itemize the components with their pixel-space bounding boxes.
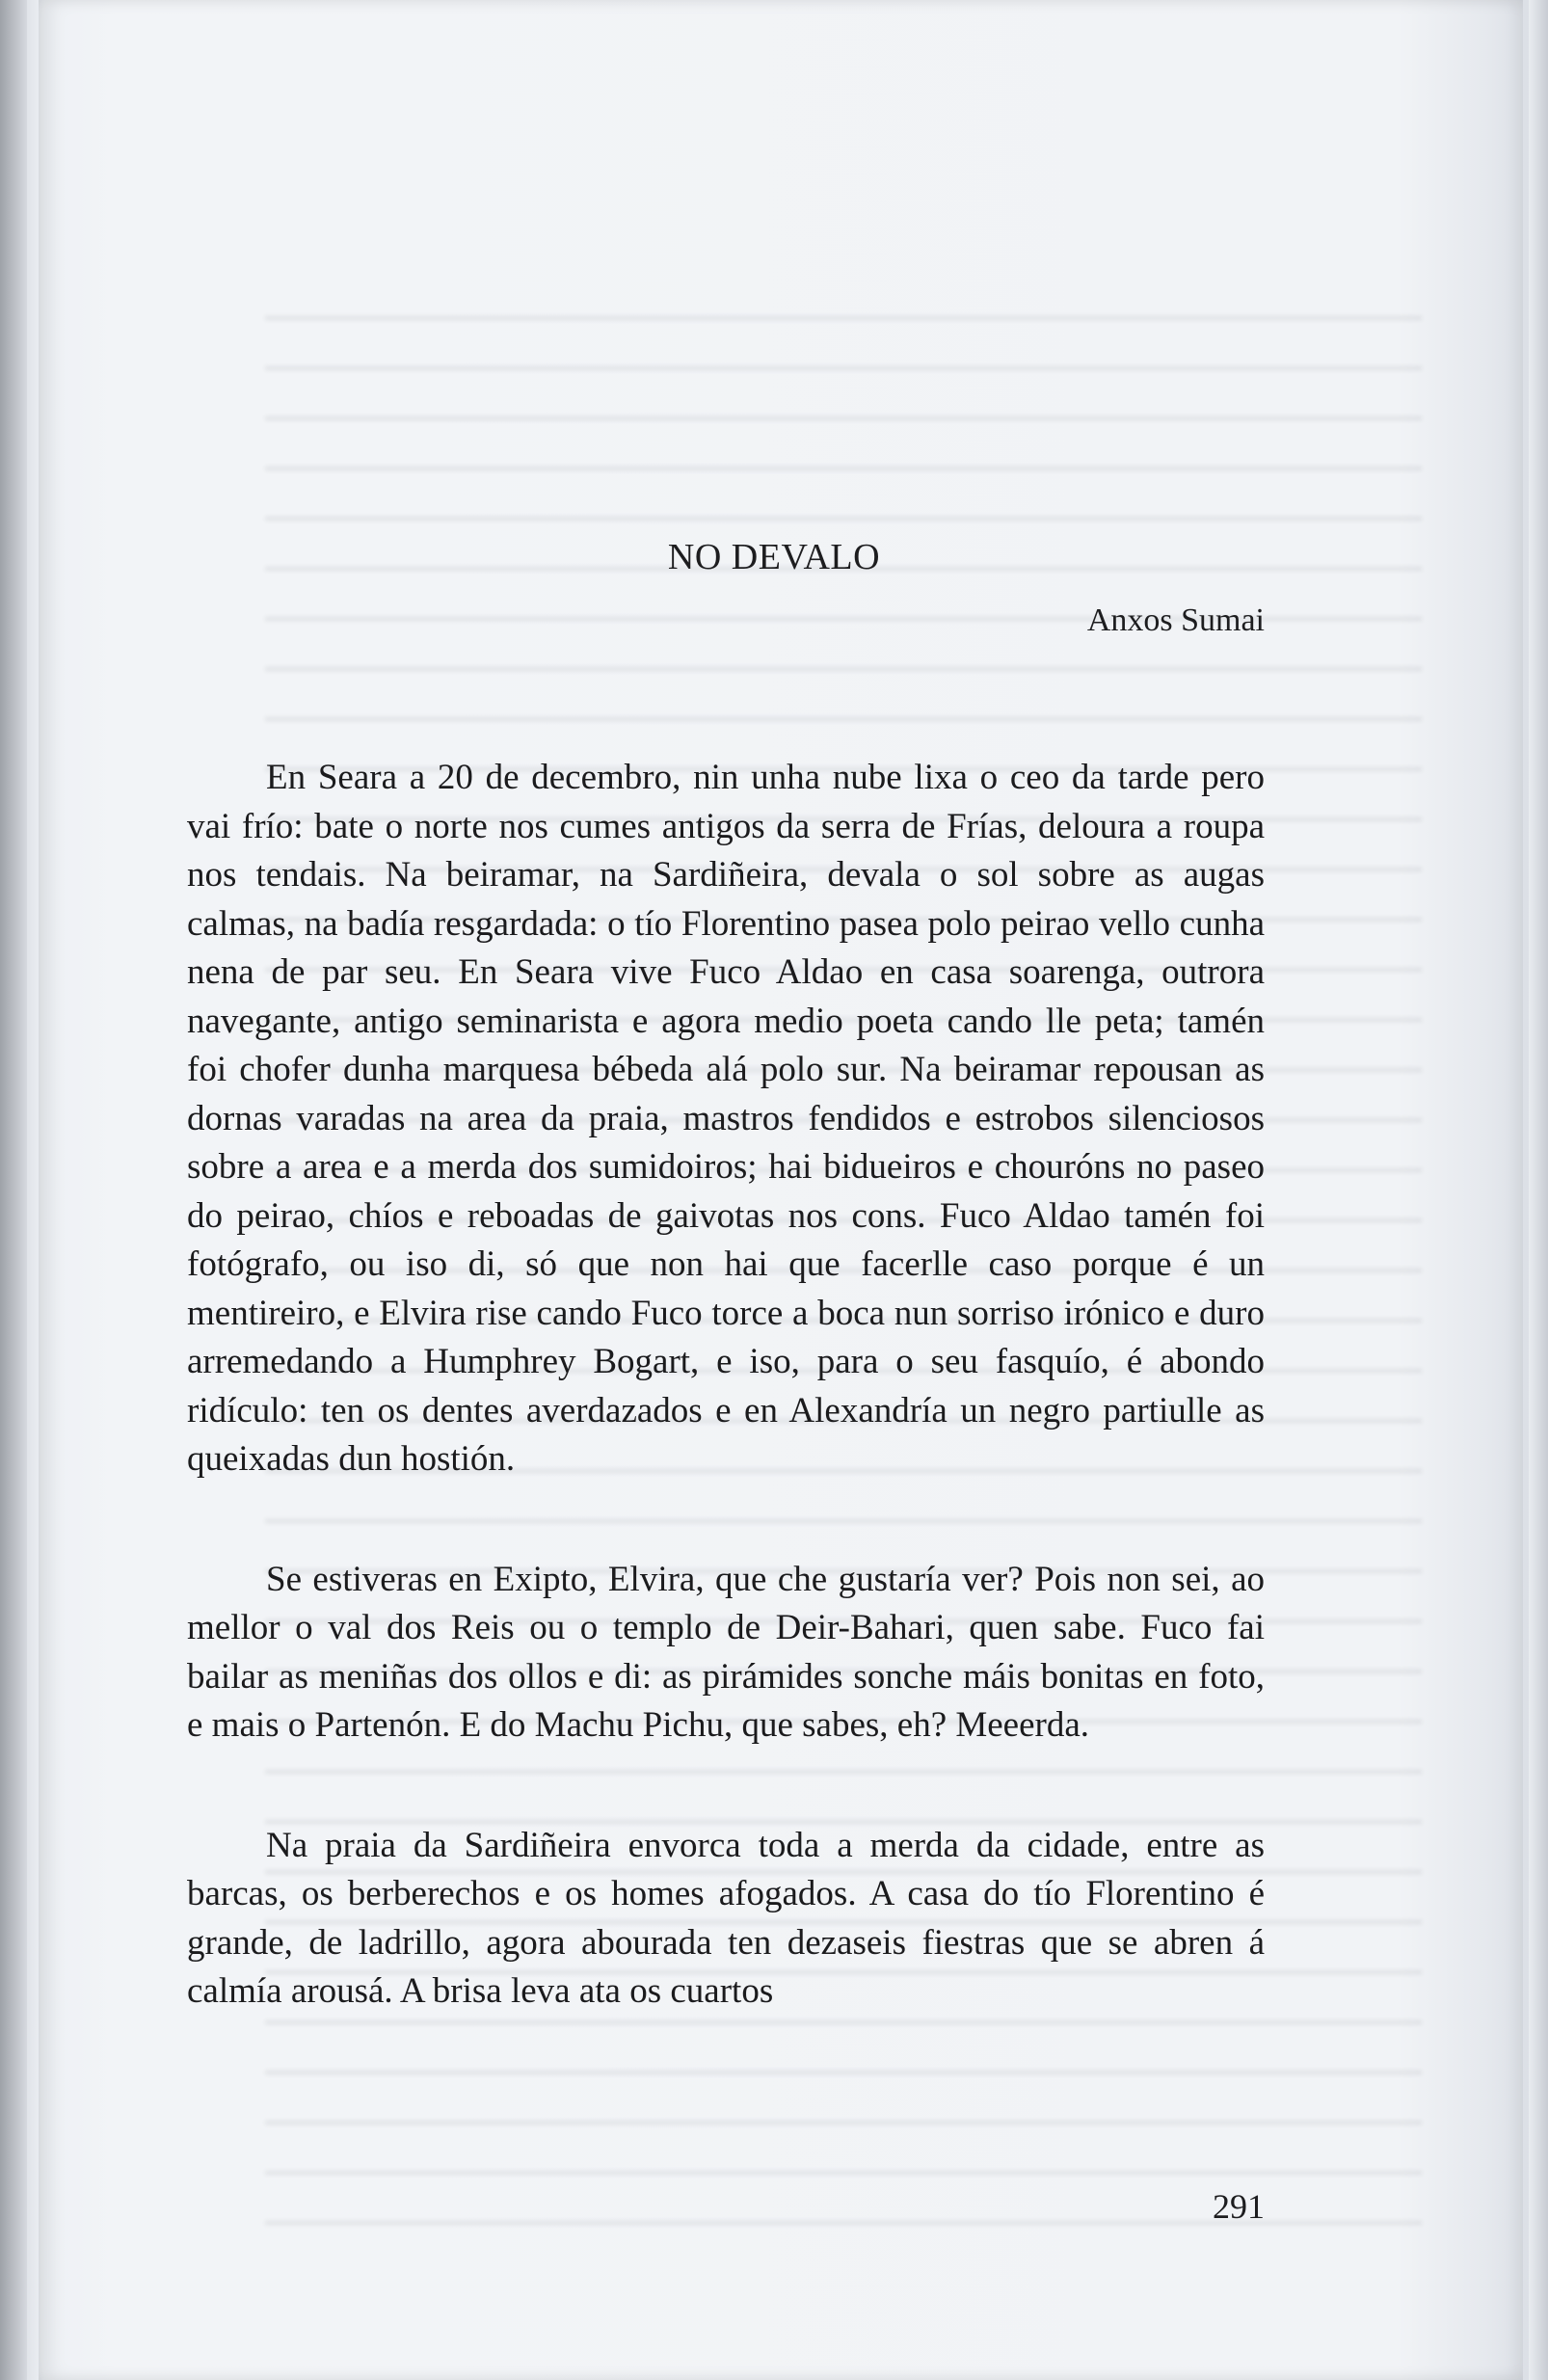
left-binding-shadow [0, 0, 27, 2380]
body-text [187, 754, 1265, 2017]
paragraph-3: Na praia da Sardiñeira envorca toda a merda da cidade, entre as barcas, os berberechos e os homes afogados. A casa do tío Florentino é grande, de ladrillo, agora abourada ten dezaseis fiestras que se abren á calmía arousá. A brisa leva ata os cuartos [187, 1825, 1265, 2011]
paragraph-1: En Seara a 20 de decembro, nin unha nube lixa o ceo da tarde pero vai frío: bate o norte nos cumes antigos da serra de Frías, deloura a roupa nos tendais. Na beiramar, na Sardiñeira, devala o sol sobre as augas calmas, na badía resgardada: o tío Florentino pasea polo peirao vello cunha nena de par seu. En Seara vive Fuco Aldao en casa soarenga, outrora navegante, antigo seminarista e agora medio poeta cando lle peta; tamén foi chofer dunha marquesa bébeda alá polo sur. Na beiramar repousan as dornas varadas na area da praia, mastros fendidos e estrobos silenciosos sobre a area e a merda dos sumidoiros; hai bidueiros e chouróns no paseo do peirao, chíos e reboadas de gaivotas nos cons. Fuco Aldao tamén foi fotógrafo, ou iso di, só que non hai que facerlle caso porque é un mentireiro, e Elvira rise cando Fuco torce a boca nun sorriso irónico e duro arremedando a Humphrey Bogart, e iso, para o seu fasquío, é abondo ridículo: ten os dentes averdazados e en Alexandría un negro partiulle as queixadas dun hostión. [187, 758, 1265, 1479]
page-number: 291 [1213, 2187, 1265, 2226]
paragraph-2: Se estiveras en Exipto, Elvira, que che gustaría ver? Pois non sei, ao mellor o val dos Reis ou o templo de Deir-Bahari, quen sabe. Fuco fai bailar as meniñas dos ollos e di: as pirámides sonche máis bonitas en foto, e mais o Partenón. E do Machu Pichu, que sabes, eh? Meeerda. [187, 1559, 1265, 1745]
author-name: Anxos Sumai [1086, 602, 1265, 638]
chapter-title: NO DEVALO [667, 537, 881, 577]
right-page-edge [1529, 0, 1548, 2380]
